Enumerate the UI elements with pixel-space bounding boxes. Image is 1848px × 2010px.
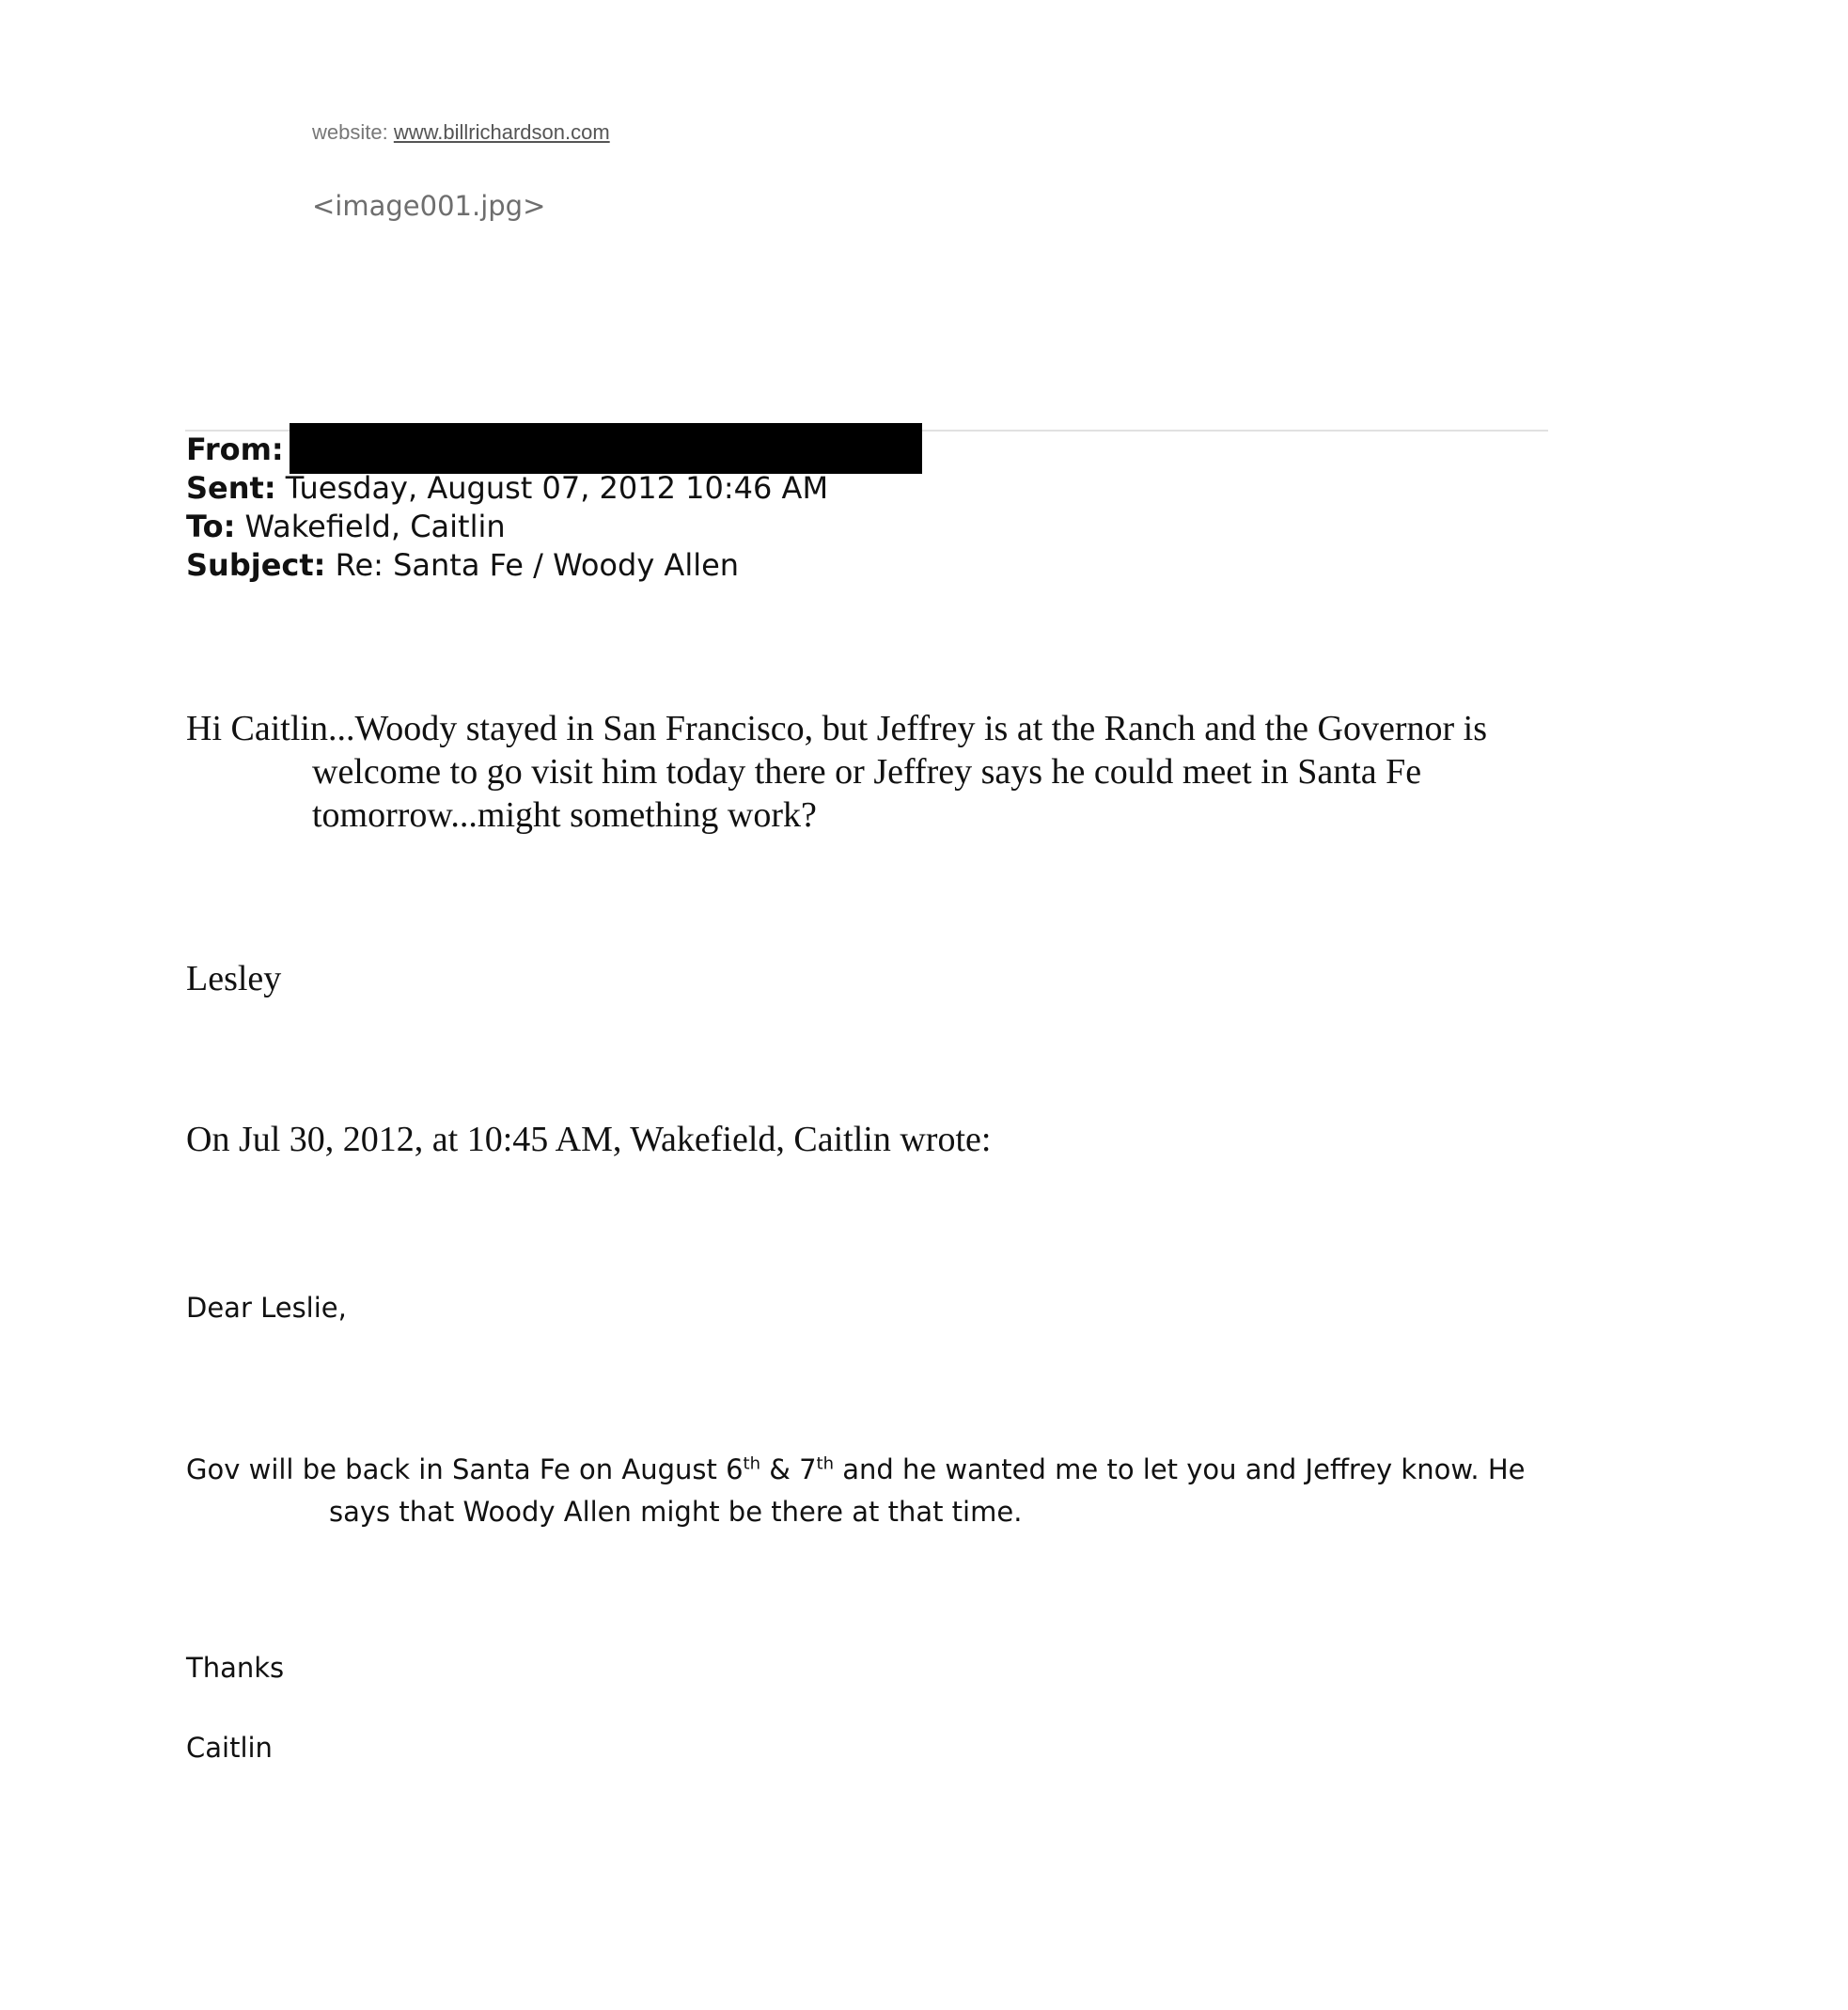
from-label: From: bbox=[186, 432, 284, 467]
quote-greeting: Dear Leslie, bbox=[186, 1292, 347, 1324]
subject-value: Re: Santa Fe / Woody Allen bbox=[335, 547, 740, 583]
reply-signature: Lesley bbox=[186, 959, 282, 998]
sent-label: Sent: bbox=[186, 470, 276, 506]
quote-body-part3: and he wanted me to let you and Jeffrey know. He says that Woody Allen might be there at that time. bbox=[329, 1453, 1526, 1528]
website-link[interactable]: www.billrichardson.com bbox=[393, 120, 610, 144]
website-label: website: bbox=[312, 120, 394, 144]
sent-row bbox=[186, 469, 922, 508]
quote-sup-1: th bbox=[743, 1453, 761, 1474]
from-row bbox=[186, 431, 922, 469]
to-label: To: bbox=[186, 509, 236, 544]
image-attachment-placeholder: <image001.jpg> bbox=[312, 190, 546, 222]
redaction-box bbox=[290, 423, 922, 474]
quote-sup-2: th bbox=[816, 1453, 834, 1474]
reply-body: Hi Caitlin...Woody stayed in San Francisco, but Jeffrey is at the Ranch and the Governor is welcome to go visit him today there or Jeffrey says he could meet in Santa Fe tomorrow...might something work? bbox=[186, 709, 1488, 835]
to-value: Wakefield, Caitlin bbox=[244, 509, 506, 544]
to-row bbox=[186, 508, 922, 546]
quote-body-part2: & 7 bbox=[760, 1453, 817, 1485]
sent-value: Tuesday, August 07, 2012 10:46 AM bbox=[285, 470, 829, 506]
quote-body bbox=[186, 1449, 1540, 1533]
subject-label: Subject: bbox=[186, 547, 326, 583]
quote-signoff: Caitlin bbox=[186, 1732, 273, 1764]
quote-intro: On Jul 30, 2012, at 10:45 AM, Wakefield, Caitlin wrote: bbox=[186, 1120, 992, 1159]
quote-thanks: Thanks bbox=[186, 1652, 285, 1684]
quote-body-part1: Gov will be back in Santa Fe on August 6 bbox=[186, 1453, 744, 1485]
subject-row bbox=[186, 546, 922, 585]
signature-website bbox=[312, 120, 610, 145]
email-header bbox=[186, 431, 922, 585]
